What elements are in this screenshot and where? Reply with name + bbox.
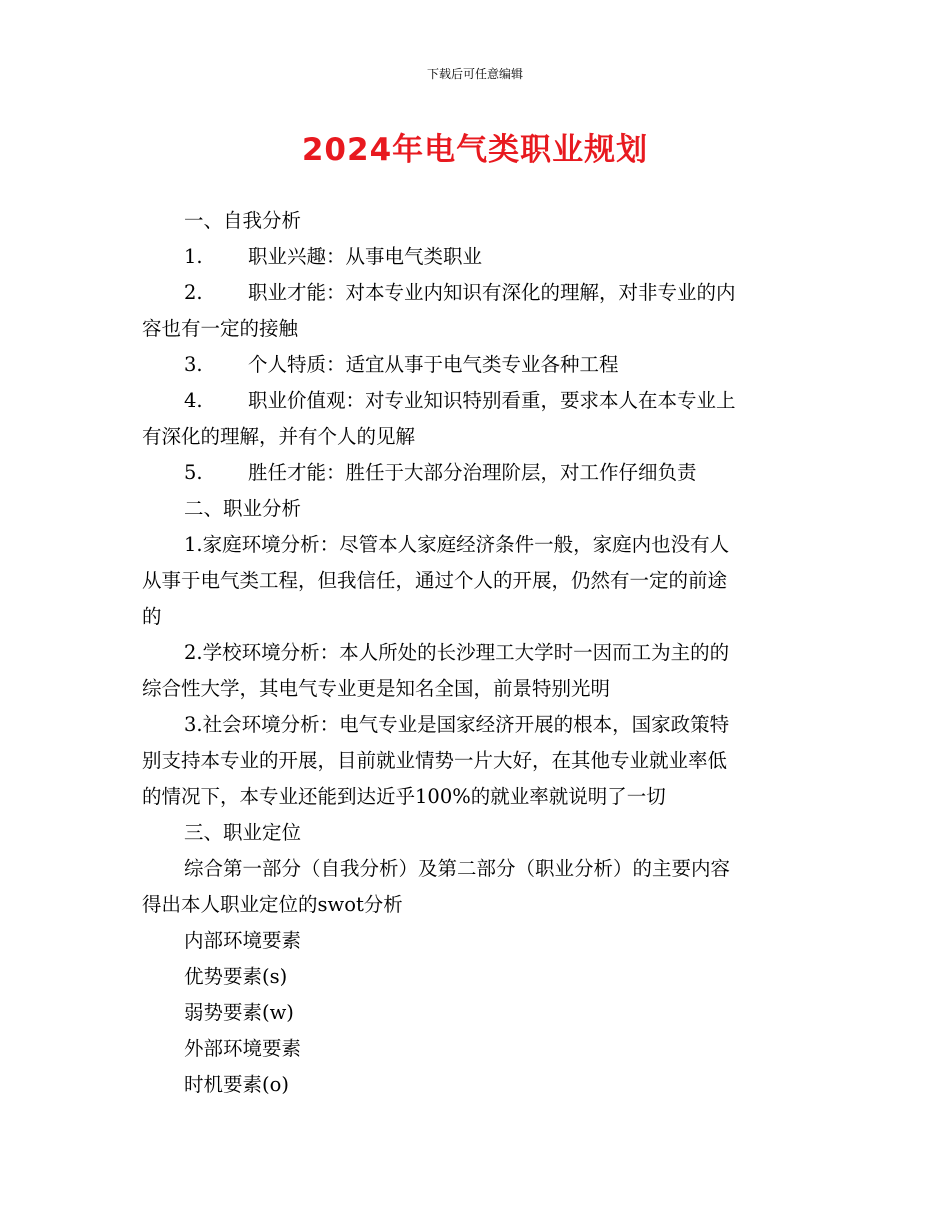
paragraph-line-1: 1.家庭环境分析：尽管本人家庭经济条件一般，家庭内也没有人 (184, 533, 730, 556)
header-note: 下载后可任意编辑 (426, 67, 523, 81)
paragraph-line-2: 综合性大学，其电气专业更是知名全国，前景特别光明 (142, 677, 611, 700)
swot-item-weaknesses: 弱势要素(w) (184, 1001, 294, 1024)
section-heading-self-analysis: 一、自我分析 (184, 209, 302, 232)
paragraph-line-2: 别支持本专业的开展，目前就业情势一片大好，在其他专业就业率低 (142, 749, 728, 772)
career-positioning-intro (142, 851, 810, 923)
document-title: 2024年电气类职业规划 (301, 132, 649, 168)
item-number: 1. (184, 245, 203, 268)
document-body (142, 203, 810, 1103)
paragraph-line-1: 2.学校环境分析：本人所处的长沙理工大学时一因而工为主的的 (184, 641, 730, 664)
self-analysis-item-3 (142, 347, 810, 383)
paragraph-line-3: 的 (142, 605, 162, 628)
item-text: 职业兴趣：从事电气类职业 (248, 245, 483, 268)
self-analysis-item-5 (142, 455, 810, 491)
item-text: 个人特质：适宜从事于电气类专业各种工程 (248, 353, 619, 376)
career-analysis-paragraph-1 (142, 527, 810, 635)
swot-item-internal: 内部环境要素 (184, 929, 302, 952)
career-analysis-paragraph-2 (142, 635, 810, 707)
item-text: 胜任才能：胜任于大部分治理阶层，对工作仔细负责 (248, 461, 697, 484)
item-text-line2: 有深化的理解，并有个人的见解 (142, 425, 416, 448)
item-text-line2: 容也有一定的接触 (142, 317, 299, 340)
item-line-1 (142, 383, 810, 419)
swot-item-opportunities: 时机要素(o) (184, 1073, 289, 1096)
swot-item-strengths: 优势要素(s) (184, 965, 288, 988)
item-number: 5. (184, 461, 203, 484)
item-number: 4. (184, 389, 203, 412)
self-analysis-item-2 (142, 275, 810, 347)
paragraph-line-2: 得出本人职业定位的swot分析 (142, 893, 403, 916)
section-heading-career-analysis: 二、职业分析 (184, 497, 302, 520)
self-analysis-item-4 (142, 383, 810, 455)
swot-item-external: 外部环境要素 (184, 1037, 302, 1060)
item-number: 3. (184, 353, 203, 376)
item-text-line1: 职业价值观：对专业知识特别看重，要求本人在本专业上 (248, 389, 736, 412)
paragraph-line-2: 从事于电气类工程，但我信任，通过个人的开展，仍然有一定的前途 (142, 569, 728, 592)
paragraph-line-1: 综合第一部分（自我分析）及第二部分（职业分析）的主要内容 (184, 857, 731, 880)
career-analysis-paragraph-3 (142, 707, 810, 815)
paragraph-line-1: 3.社会环境分析：电气专业是国家经济开展的根本，国家政策特 (184, 713, 730, 736)
paragraph-line-3: 的情况下，本专业还能到达近乎100%的就业率就说明了一切 (142, 785, 666, 808)
item-number: 2. (184, 281, 203, 304)
item-text-line1: 职业才能：对本专业内知识有深化的理解，对非专业的内 (248, 281, 736, 304)
item-line-1 (142, 275, 810, 311)
self-analysis-item-1 (142, 239, 810, 275)
section-heading-career-positioning: 三、职业定位 (184, 821, 302, 844)
